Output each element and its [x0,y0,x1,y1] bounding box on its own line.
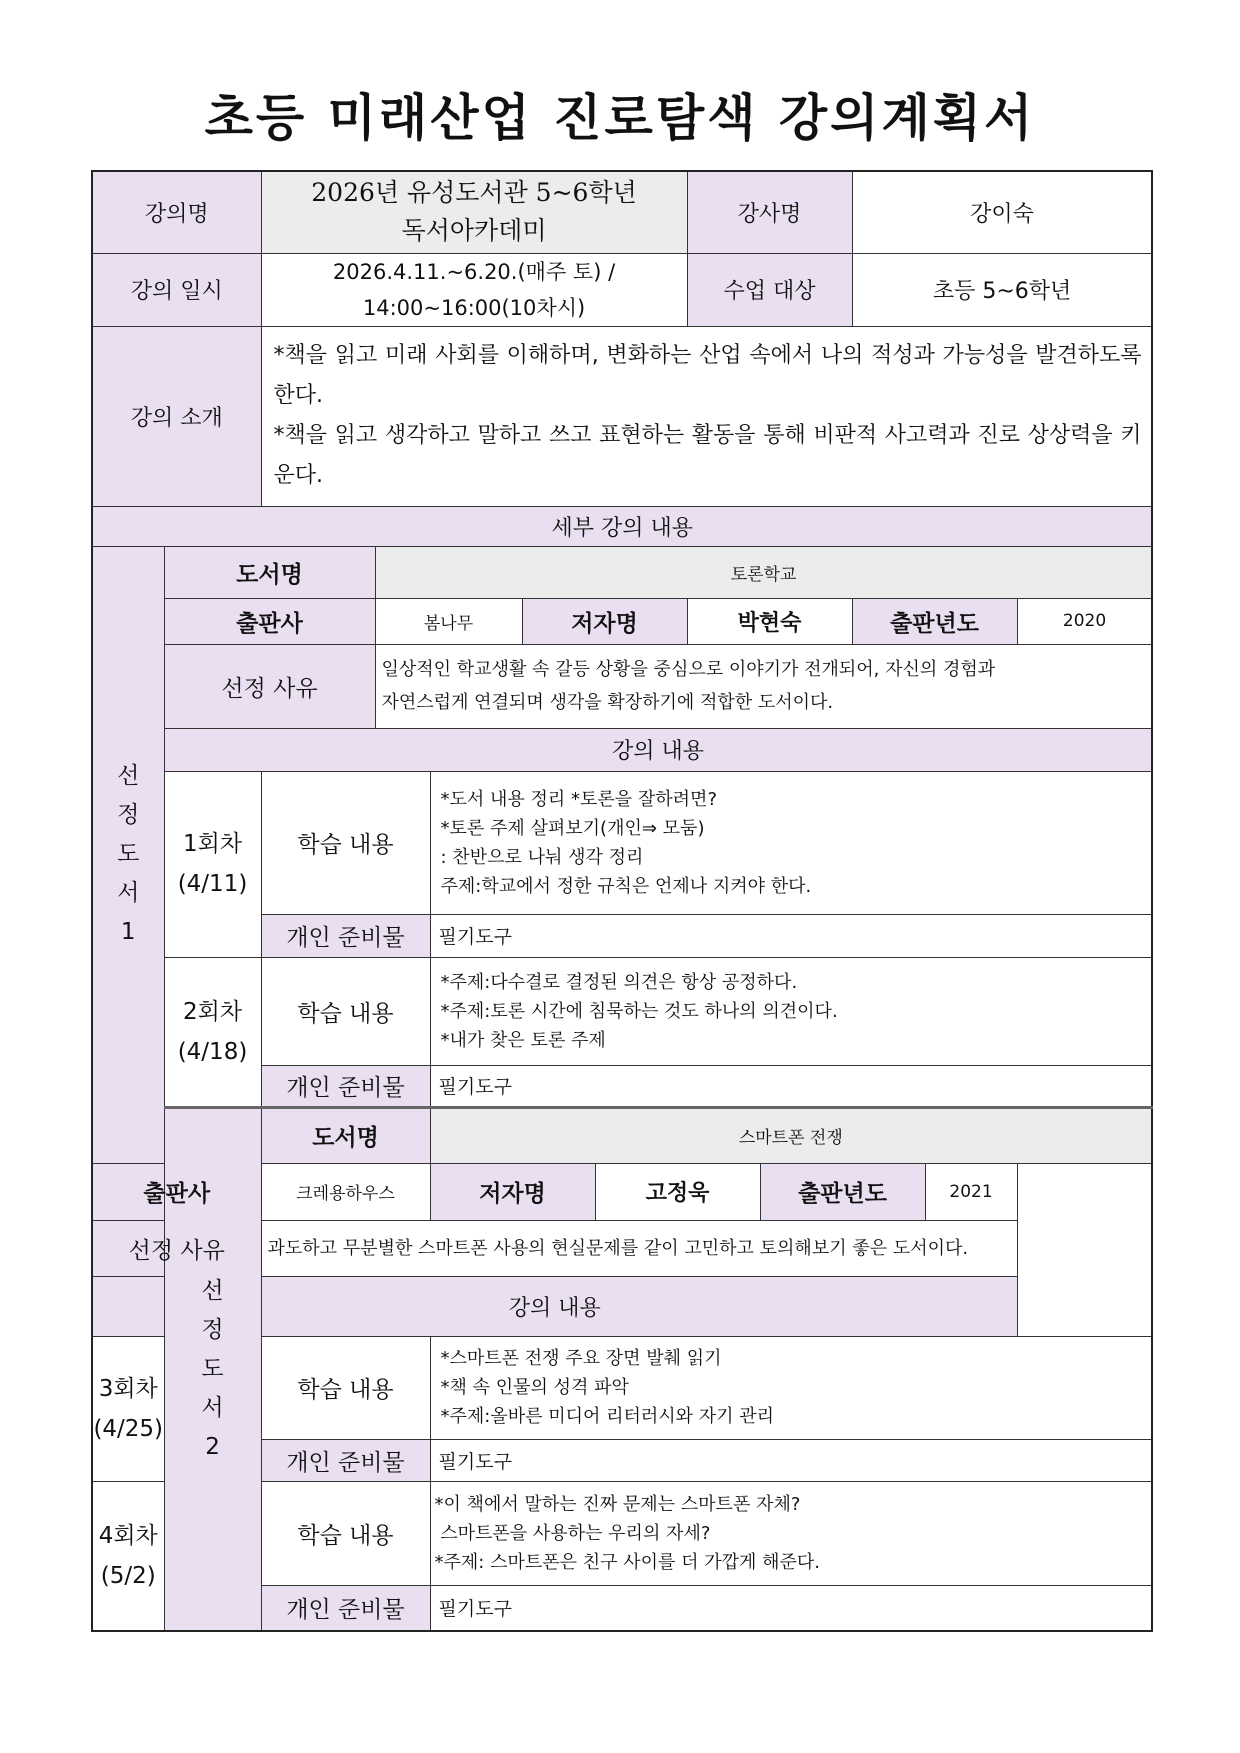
book2-reason: 과도하고 무분별한 스마트폰 사용의 현실문제를 같이 고민하고 토의해보기 좋은 도서이다. [261,1220,1017,1276]
intro-line2: *책을 읽고 생각하고 말하고 쓰고 표현하는 활동을 통해 비판적 사고력과 진로 상상력을 키운다. [273,423,1142,488]
session-4-prep: 필기도구 [430,1585,1152,1631]
session-4-prep-label: 개인 준비물 [261,1585,430,1631]
book2-publisher-label: 출판사 [92,1163,261,1220]
book1-reason-label: 선정 사유 [164,644,375,728]
intro-line1: *책을 읽고 미래 사회를 이해하며, 변화하는 산업 속에서 나의 적성과 가능성을 발견하도록 한다. [273,343,1142,408]
course-intro [261,326,1152,506]
session-1-prep-label: 개인 준비물 [261,914,430,957]
book1-name: 토론학교 [375,546,1152,598]
session-2-prep: 필기도구 [430,1065,1152,1107]
book2-year-label: 출판년도 [760,1163,925,1220]
instructor-label: 강사명 [687,171,852,253]
schedule-line2: 14:00~16:00(10차시) [362,295,586,320]
session-4-label: 4회차 (5/2) [92,1481,164,1631]
session-1-prep: 필기도구 [430,914,1152,957]
session-2-prep-label: 개인 준비물 [261,1065,430,1107]
book2-name: 스마트폰 전쟁 [430,1107,1152,1163]
session-3-label: 3회차 (4/25) [92,1336,164,1481]
target-audience: 초등 5~6학년 [852,253,1152,326]
detail-heading: 세부 강의 내용 [92,506,1152,546]
book1-year-label: 출판년도 [852,598,1017,644]
session-1-learning: *도서 내용 정리 *토론을 잘하려면? *토론 주제 살펴보기(개인⇒ 모둠) : 찬반으로 나눠 생각 정리 주제:학교에서 정한 규칙은 언제나 지켜야 한다. [430,771,1152,914]
book1-lecture-content-heading: 강의 내용 [164,728,1152,771]
course-name-line2: 독서아카데미 [401,216,547,246]
session-1-learning-label: 학습 내용 [261,771,430,914]
session-3-prep: 필기도구 [430,1439,1152,1481]
book1-publisher-label: 출판사 [164,598,375,644]
book2-publisher: 크레용하우스 [261,1163,430,1220]
schedule-line1: 2026.4.11.~6.20.(매주 토) / [332,259,616,284]
instructor-name: 강이숙 [852,171,1152,253]
schedule [261,253,687,326]
course-name-label: 강의명 [92,171,261,253]
book2-side-label: 선 정 도 서 2 [164,1107,261,1631]
page-title: 초등 미래산업 진로탐색 강의계획서 [204,89,1036,147]
book1-reason-line1: 일상적인 학교생활 속 갈등 상황을 중심으로 이야기가 전개되어, 자신의 경험과 [381,659,996,680]
book1-reason-line2: 자연스럽게 연결되며 생각을 확장하기에 적합한 도서이다. [381,692,834,713]
target-label: 수업 대상 [687,253,852,326]
book2-author-label: 저자명 [430,1163,595,1220]
book1-publisher: 봄나무 [375,598,522,644]
intro-label: 강의 소개 [92,326,261,506]
session-2-label: 2회차 (4/18) [164,957,261,1107]
book1-author-label: 저자명 [522,598,687,644]
book1-year: 2020 [1017,598,1152,644]
session-1-label: 1회차 (4/11) [164,771,261,957]
book1-name-label: 도서명 [164,546,375,598]
session-3-learning-label: 학습 내용 [261,1336,430,1439]
course-name [261,171,687,253]
course-name-line1: 2026년 유성도서관 5~6학년 [311,178,637,208]
session-2-learning: *주제:다수결로 결정된 의견은 항상 공정하다. *주제:토론 시간에 침묵하는 것도 하나의 의견이다. *내가 찾은 토론 주제 [430,957,1152,1065]
book2-lecture-content-heading: 강의 내용 [92,1276,1017,1336]
book2-reason-label: 선정 사유 [92,1220,261,1276]
book2-year: 2021 [925,1163,1017,1220]
lecture-plan-table [91,170,1153,1632]
book1-author: 박현숙 [687,598,852,644]
book1-reason [375,644,1152,728]
book2-author: 고정욱 [595,1163,760,1220]
book2-name-label: 도서명 [261,1107,430,1163]
session-4-learning-label: 학습 내용 [261,1481,430,1585]
session-3-prep-label: 개인 준비물 [261,1439,430,1481]
book1-side-label: 선 정 도 서 1 [92,546,164,1163]
session-2-learning-label: 학습 내용 [261,957,430,1065]
session-3-learning: *스마트폰 전쟁 주요 장면 발췌 읽기 *책 속 인물의 성격 파악 *주제:올바른 미디어 리터러시와 자기 관리 [430,1336,1152,1439]
session-4-learning: *이 책에서 말하는 진짜 문제는 스마트폰 자체? 스마트폰을 사용하는 우리의 자세? *주제: 스마트폰은 친구 사이를 더 가깝게 해준다. [430,1481,1152,1585]
schedule-label: 강의 일시 [92,253,261,326]
